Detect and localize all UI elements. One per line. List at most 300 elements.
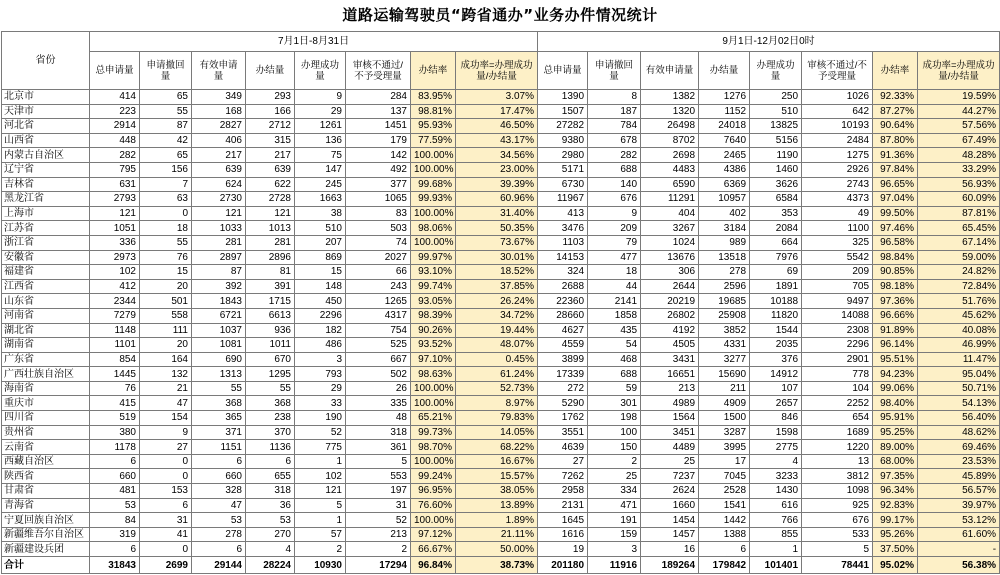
value-cell: 83 (346, 206, 411, 221)
value-cell: 318 (246, 484, 295, 499)
value-cell: 211 (699, 381, 750, 396)
value-cell: 2308 (802, 323, 873, 338)
value-cell: 525 (346, 338, 411, 353)
value-cell: 66 (346, 265, 411, 280)
province-cell: 江苏省 (2, 221, 90, 236)
value-cell: 11967 (538, 192, 588, 207)
value-cell: 20 (140, 338, 192, 353)
value-cell: 42 (140, 133, 192, 148)
value-cell: 2296 (295, 308, 346, 323)
value-cell: 2896 (246, 250, 295, 265)
value-cell: 25 (641, 454, 699, 469)
rate-cell: 99.74% (411, 279, 456, 294)
value-cell: 213 (346, 527, 411, 542)
rate-cell: 98.06% (411, 221, 456, 236)
value-cell: 5 (295, 498, 346, 513)
value-cell: 1295 (246, 367, 295, 382)
province-cell: 新疆维吾尔自治区 (2, 527, 90, 542)
rate-cell: 90.26% (411, 323, 456, 338)
rate-cell: 48.07% (456, 338, 538, 353)
value-cell: 376 (750, 352, 802, 367)
value-cell: 0 (140, 454, 192, 469)
value-cell: 14088 (802, 308, 873, 323)
value-cell: 31 (346, 498, 411, 513)
rate-cell: 87.27% (873, 104, 918, 119)
rate-cell: 24.82% (918, 265, 1000, 280)
rate-cell: 95.51% (873, 352, 918, 367)
value-cell: 667 (346, 352, 411, 367)
province-cell: 上海市 (2, 206, 90, 221)
value-cell: 31 (140, 513, 192, 528)
value-cell: 622 (246, 177, 295, 192)
table-row (2, 454, 1000, 469)
value-cell: 503 (346, 221, 411, 236)
table-row (2, 498, 1000, 513)
value-cell: 107 (750, 381, 802, 396)
province-cell: 浙江省 (2, 235, 90, 250)
table-row (2, 148, 1000, 163)
value-cell: 9497 (802, 294, 873, 309)
value-cell: 1136 (246, 440, 295, 455)
value-cell: 1011 (246, 338, 295, 353)
value-cell: 855 (750, 527, 802, 542)
value-cell: 13825 (750, 119, 802, 134)
value-cell: 1500 (699, 411, 750, 426)
table-row (2, 177, 1000, 192)
rate-cell: 44.27% (918, 104, 1000, 119)
value-cell: 404 (641, 206, 699, 221)
table-row (2, 425, 1000, 440)
province-cell: 湖北省 (2, 323, 90, 338)
value-cell: 48 (346, 411, 411, 426)
rate-cell: 13.89% (456, 498, 538, 513)
value-cell: 245 (295, 177, 346, 192)
value-cell: 624 (192, 177, 246, 192)
value-cell: 26 (346, 381, 411, 396)
value-cell: 1 (295, 454, 346, 469)
province-cell: 四川省 (2, 411, 90, 426)
value-cell: 1276 (699, 90, 750, 105)
rate-cell: 97.12% (411, 527, 456, 542)
value-cell: 3267 (641, 221, 699, 236)
rate-cell: 60.09% (918, 192, 1000, 207)
value-cell: 53 (246, 513, 295, 528)
rate-cell: 100.00% (411, 206, 456, 221)
rate-cell: 50.71% (918, 381, 1000, 396)
value-cell: 76 (140, 250, 192, 265)
value-cell: 2035 (750, 338, 802, 353)
value-cell: 168 (192, 104, 246, 119)
value-cell: 654 (802, 411, 873, 426)
value-cell: 24018 (699, 119, 750, 134)
rate-cell: 21.11% (456, 527, 538, 542)
value-cell: 59 (588, 381, 641, 396)
rate-cell: 18.52% (456, 265, 538, 280)
value-cell: 2 (346, 542, 411, 557)
value-cell: 1663 (295, 192, 346, 207)
rate-cell: 91.36% (873, 148, 918, 163)
table-row (2, 396, 1000, 411)
rate-cell: 14.05% (456, 425, 538, 440)
column-header: 有效申请量 (192, 52, 246, 90)
table-row (2, 367, 1000, 382)
value-cell: 3852 (699, 323, 750, 338)
value-cell: 1451 (346, 119, 411, 134)
value-cell: 63 (140, 192, 192, 207)
value-cell: 4505 (641, 338, 699, 353)
value-cell: 1013 (246, 221, 295, 236)
value-cell: 925 (802, 498, 873, 513)
value-cell: 2131 (538, 498, 588, 513)
column-header: 办结量 (699, 52, 750, 90)
value-cell: 655 (246, 469, 295, 484)
value-cell: 1065 (346, 192, 411, 207)
value-cell: 270 (246, 527, 295, 542)
value-cell: 533 (802, 527, 873, 542)
rate-cell: 39.97% (918, 498, 1000, 513)
value-cell: 2958 (538, 484, 588, 499)
value-cell: 76 (90, 381, 140, 396)
rate-cell: 3.07% (456, 90, 538, 105)
table-row (2, 279, 1000, 294)
province-cell: 福建省 (2, 265, 90, 280)
value-cell: 2926 (802, 162, 873, 177)
value-cell: 164 (140, 352, 192, 367)
rate-cell: 68.22% (456, 440, 538, 455)
value-cell: 15 (295, 265, 346, 280)
value-cell: 5542 (802, 250, 873, 265)
value-cell: 2252 (802, 396, 873, 411)
table-row (2, 162, 1000, 177)
column-header-row (2, 52, 1000, 90)
province-cell: 重庆市 (2, 396, 90, 411)
value-cell: 854 (90, 352, 140, 367)
value-cell: 17339 (538, 367, 588, 382)
value-cell: 4192 (641, 323, 699, 338)
value-cell: 368 (192, 396, 246, 411)
table-row (2, 294, 1000, 309)
value-cell: 102 (295, 469, 346, 484)
province-cell: 海南省 (2, 381, 90, 396)
value-cell: 318 (346, 425, 411, 440)
value-cell: 217 (192, 148, 246, 163)
value-cell: 324 (538, 265, 588, 280)
value-cell: 766 (750, 513, 802, 528)
value-cell: 1390 (538, 90, 588, 105)
value-cell: 1100 (802, 221, 873, 236)
value-cell: 301 (588, 396, 641, 411)
rate-cell: 37.50% (873, 542, 918, 557)
value-cell: 361 (346, 440, 411, 455)
rate-cell: 99.06% (873, 381, 918, 396)
value-cell: 1220 (802, 440, 873, 455)
value-cell: 293 (246, 90, 295, 105)
value-cell: 676 (588, 192, 641, 207)
rate-cell: 45.62% (918, 308, 1000, 323)
rate-cell: 97.46% (873, 221, 918, 236)
value-cell: 2743 (802, 177, 873, 192)
value-cell: 38 (295, 206, 346, 221)
value-cell: 1178 (90, 440, 140, 455)
province-cell: 河南省 (2, 308, 90, 323)
rate-cell: 48.62% (918, 425, 1000, 440)
value-cell: 201180 (538, 557, 588, 574)
value-cell: 468 (588, 352, 641, 367)
value-cell: 278 (699, 265, 750, 280)
value-cell: 81 (246, 265, 295, 280)
province-cell: 湖南省 (2, 338, 90, 353)
value-cell: 4639 (538, 440, 588, 455)
rate-cell: 8.97% (456, 396, 538, 411)
table-row (2, 527, 1000, 542)
value-cell: 7976 (750, 250, 802, 265)
value-cell: 137 (346, 104, 411, 119)
total-row (2, 557, 1000, 574)
value-cell: 477 (588, 250, 641, 265)
value-cell: 154 (140, 411, 192, 426)
value-cell: 377 (346, 177, 411, 192)
value-cell: 3451 (641, 425, 699, 440)
province-cell: 安徽省 (2, 250, 90, 265)
table-row (2, 352, 1000, 367)
rate-cell: 91.89% (873, 323, 918, 338)
table-row (2, 265, 1000, 280)
value-cell: 1152 (699, 104, 750, 119)
value-cell: 22360 (538, 294, 588, 309)
value-cell: 1564 (641, 411, 699, 426)
value-cell: 7640 (699, 133, 750, 148)
value-cell: 1026 (802, 90, 873, 105)
value-cell: 4483 (641, 162, 699, 177)
rate-cell: 97.04% (873, 192, 918, 207)
rate-cell: 34.56% (456, 148, 538, 163)
rate-cell: 96.95% (411, 484, 456, 499)
value-cell: 639 (192, 162, 246, 177)
value-cell: 78441 (802, 557, 873, 574)
value-cell: 217 (246, 148, 295, 163)
value-cell: 20 (140, 279, 192, 294)
rate-cell: - (918, 542, 1000, 557)
value-cell: 1320 (641, 104, 699, 119)
rate-cell: 96.34% (873, 484, 918, 499)
rate-cell: 98.40% (873, 396, 918, 411)
value-cell: 6 (140, 498, 192, 513)
value-cell: 1024 (641, 235, 699, 250)
value-cell: 6584 (750, 192, 802, 207)
value-cell: 502 (346, 367, 411, 382)
value-cell: 936 (246, 323, 295, 338)
province-cell: 江西省 (2, 279, 90, 294)
value-cell: 84 (90, 513, 140, 528)
rate-cell: 69.46% (918, 440, 1000, 455)
value-cell: 148 (295, 279, 346, 294)
value-cell: 639 (246, 162, 295, 177)
rate-cell: 39.39% (456, 177, 538, 192)
value-cell: 2730 (192, 192, 246, 207)
value-cell: 179 (346, 133, 411, 148)
value-cell: 121 (246, 206, 295, 221)
rate-cell: 95.91% (873, 411, 918, 426)
value-cell: 74 (346, 235, 411, 250)
value-cell: 1616 (538, 527, 588, 542)
rate-cell: 56.57% (918, 484, 1000, 499)
rate-cell: 100.00% (411, 396, 456, 411)
rate-cell: 65.21% (411, 411, 456, 426)
value-cell: 1762 (538, 411, 588, 426)
column-header: 申请撤回量 (588, 52, 641, 90)
table-row (2, 90, 1000, 105)
province-header: 省份 (2, 32, 90, 90)
value-cell: 795 (90, 162, 140, 177)
rate-cell: 98.81% (411, 104, 456, 119)
value-cell: 391 (246, 279, 295, 294)
rate-cell: 54.13% (918, 396, 1000, 411)
rate-cell: 23.00% (456, 162, 538, 177)
value-cell: 100 (588, 425, 641, 440)
rate-cell: 96.65% (873, 177, 918, 192)
table-row (2, 308, 1000, 323)
value-cell: 44 (588, 279, 641, 294)
value-cell: 1445 (90, 367, 140, 382)
value-cell: 49 (802, 206, 873, 221)
value-cell: 7237 (641, 469, 699, 484)
value-cell: 413 (538, 206, 588, 221)
rate-cell: 93.05% (411, 294, 456, 309)
table-row (2, 104, 1000, 119)
value-cell: 2775 (750, 440, 802, 455)
value-cell: 3899 (538, 352, 588, 367)
rate-cell: 38.73% (456, 557, 538, 574)
value-cell: 2528 (699, 484, 750, 499)
value-cell: 2644 (641, 279, 699, 294)
value-cell: 190 (295, 411, 346, 426)
rate-cell: 79.83% (456, 411, 538, 426)
value-cell: 1 (750, 542, 802, 557)
value-cell: 1689 (802, 425, 873, 440)
table-row (2, 484, 1000, 499)
rate-cell: 15.57% (456, 469, 538, 484)
value-cell: 20219 (641, 294, 699, 309)
value-cell: 392 (192, 279, 246, 294)
province-cell: 河北省 (2, 119, 90, 134)
value-cell: 28224 (246, 557, 295, 574)
value-cell: 660 (90, 469, 140, 484)
province-cell: 青海省 (2, 498, 90, 513)
value-cell: 209 (588, 221, 641, 236)
value-cell: 159 (588, 527, 641, 542)
table-row (2, 542, 1000, 557)
rate-cell: 95.26% (873, 527, 918, 542)
value-cell: 136 (295, 133, 346, 148)
value-cell: 2980 (538, 148, 588, 163)
value-cell: 16651 (641, 367, 699, 382)
rate-cell: 93.52% (411, 338, 456, 353)
value-cell: 55 (140, 104, 192, 119)
value-cell: 1544 (750, 323, 802, 338)
value-cell: 166 (246, 104, 295, 119)
value-cell: 631 (90, 177, 140, 192)
value-cell: 690 (192, 352, 246, 367)
value-cell: 450 (295, 294, 346, 309)
value-cell: 315 (246, 133, 295, 148)
value-cell: 6590 (641, 177, 699, 192)
rate-cell: 72.84% (918, 279, 1000, 294)
value-cell: 4373 (802, 192, 873, 207)
value-cell: 380 (90, 425, 140, 440)
table-row (2, 411, 1000, 426)
rate-cell: 97.10% (411, 352, 456, 367)
rate-cell: 97.36% (873, 294, 918, 309)
value-cell: 52 (295, 425, 346, 440)
value-cell: 15 (140, 265, 192, 280)
value-cell: 41 (140, 527, 192, 542)
value-cell: 7262 (538, 469, 588, 484)
value-cell: 26802 (641, 308, 699, 323)
table-row (2, 192, 1000, 207)
value-cell: 2465 (699, 148, 750, 163)
value-cell: 3287 (699, 425, 750, 440)
rate-cell: 19.44% (456, 323, 538, 338)
value-cell: 75 (295, 148, 346, 163)
value-cell: 121 (192, 206, 246, 221)
rate-cell: 99.24% (411, 469, 456, 484)
value-cell: 6 (699, 542, 750, 557)
rate-cell: 46.50% (456, 119, 538, 134)
value-cell: 238 (246, 411, 295, 426)
value-cell: 676 (802, 513, 873, 528)
value-cell: 1261 (295, 119, 346, 134)
province-cell: 内蒙古自治区 (2, 148, 90, 163)
table-row (2, 469, 1000, 484)
value-cell: 678 (588, 133, 641, 148)
value-cell: 335 (346, 396, 411, 411)
column-header: 审核不通过/不予受理量 (346, 52, 411, 90)
value-cell: 6721 (192, 308, 246, 323)
value-cell: 121 (90, 206, 140, 221)
rate-cell: 66.67% (411, 542, 456, 557)
value-cell: 243 (346, 279, 411, 294)
table-row (2, 250, 1000, 265)
value-cell: 334 (588, 484, 641, 499)
province-cell: 陕西省 (2, 469, 90, 484)
rate-cell: 96.66% (873, 308, 918, 323)
table-body (2, 90, 1000, 574)
province-cell: 云南省 (2, 440, 90, 455)
column-header: 成功率=办理成功量/办结量 (918, 52, 1000, 90)
rate-cell: 11.47% (918, 352, 1000, 367)
rate-cell: 73.67% (456, 235, 538, 250)
value-cell: 1541 (699, 498, 750, 513)
value-cell: 15690 (699, 367, 750, 382)
value-cell: 11291 (641, 192, 699, 207)
value-cell: 14153 (538, 250, 588, 265)
province-cell: 西藏自治区 (2, 454, 90, 469)
value-cell: 2484 (802, 133, 873, 148)
value-cell: 25 (588, 469, 641, 484)
value-cell: 353 (750, 206, 802, 221)
value-cell: 1051 (90, 221, 140, 236)
value-cell: 558 (140, 308, 192, 323)
value-cell: 778 (802, 367, 873, 382)
column-header: 办结率 (411, 52, 456, 90)
page-title: 道路运输驾驶员“跨省通办”业务办件情况统计 (342, 6, 658, 24)
table-row (2, 133, 1000, 148)
value-cell: 481 (90, 484, 140, 499)
value-cell: 406 (192, 133, 246, 148)
value-cell: 9 (588, 206, 641, 221)
value-cell: 775 (295, 440, 346, 455)
value-cell: 1033 (192, 221, 246, 236)
